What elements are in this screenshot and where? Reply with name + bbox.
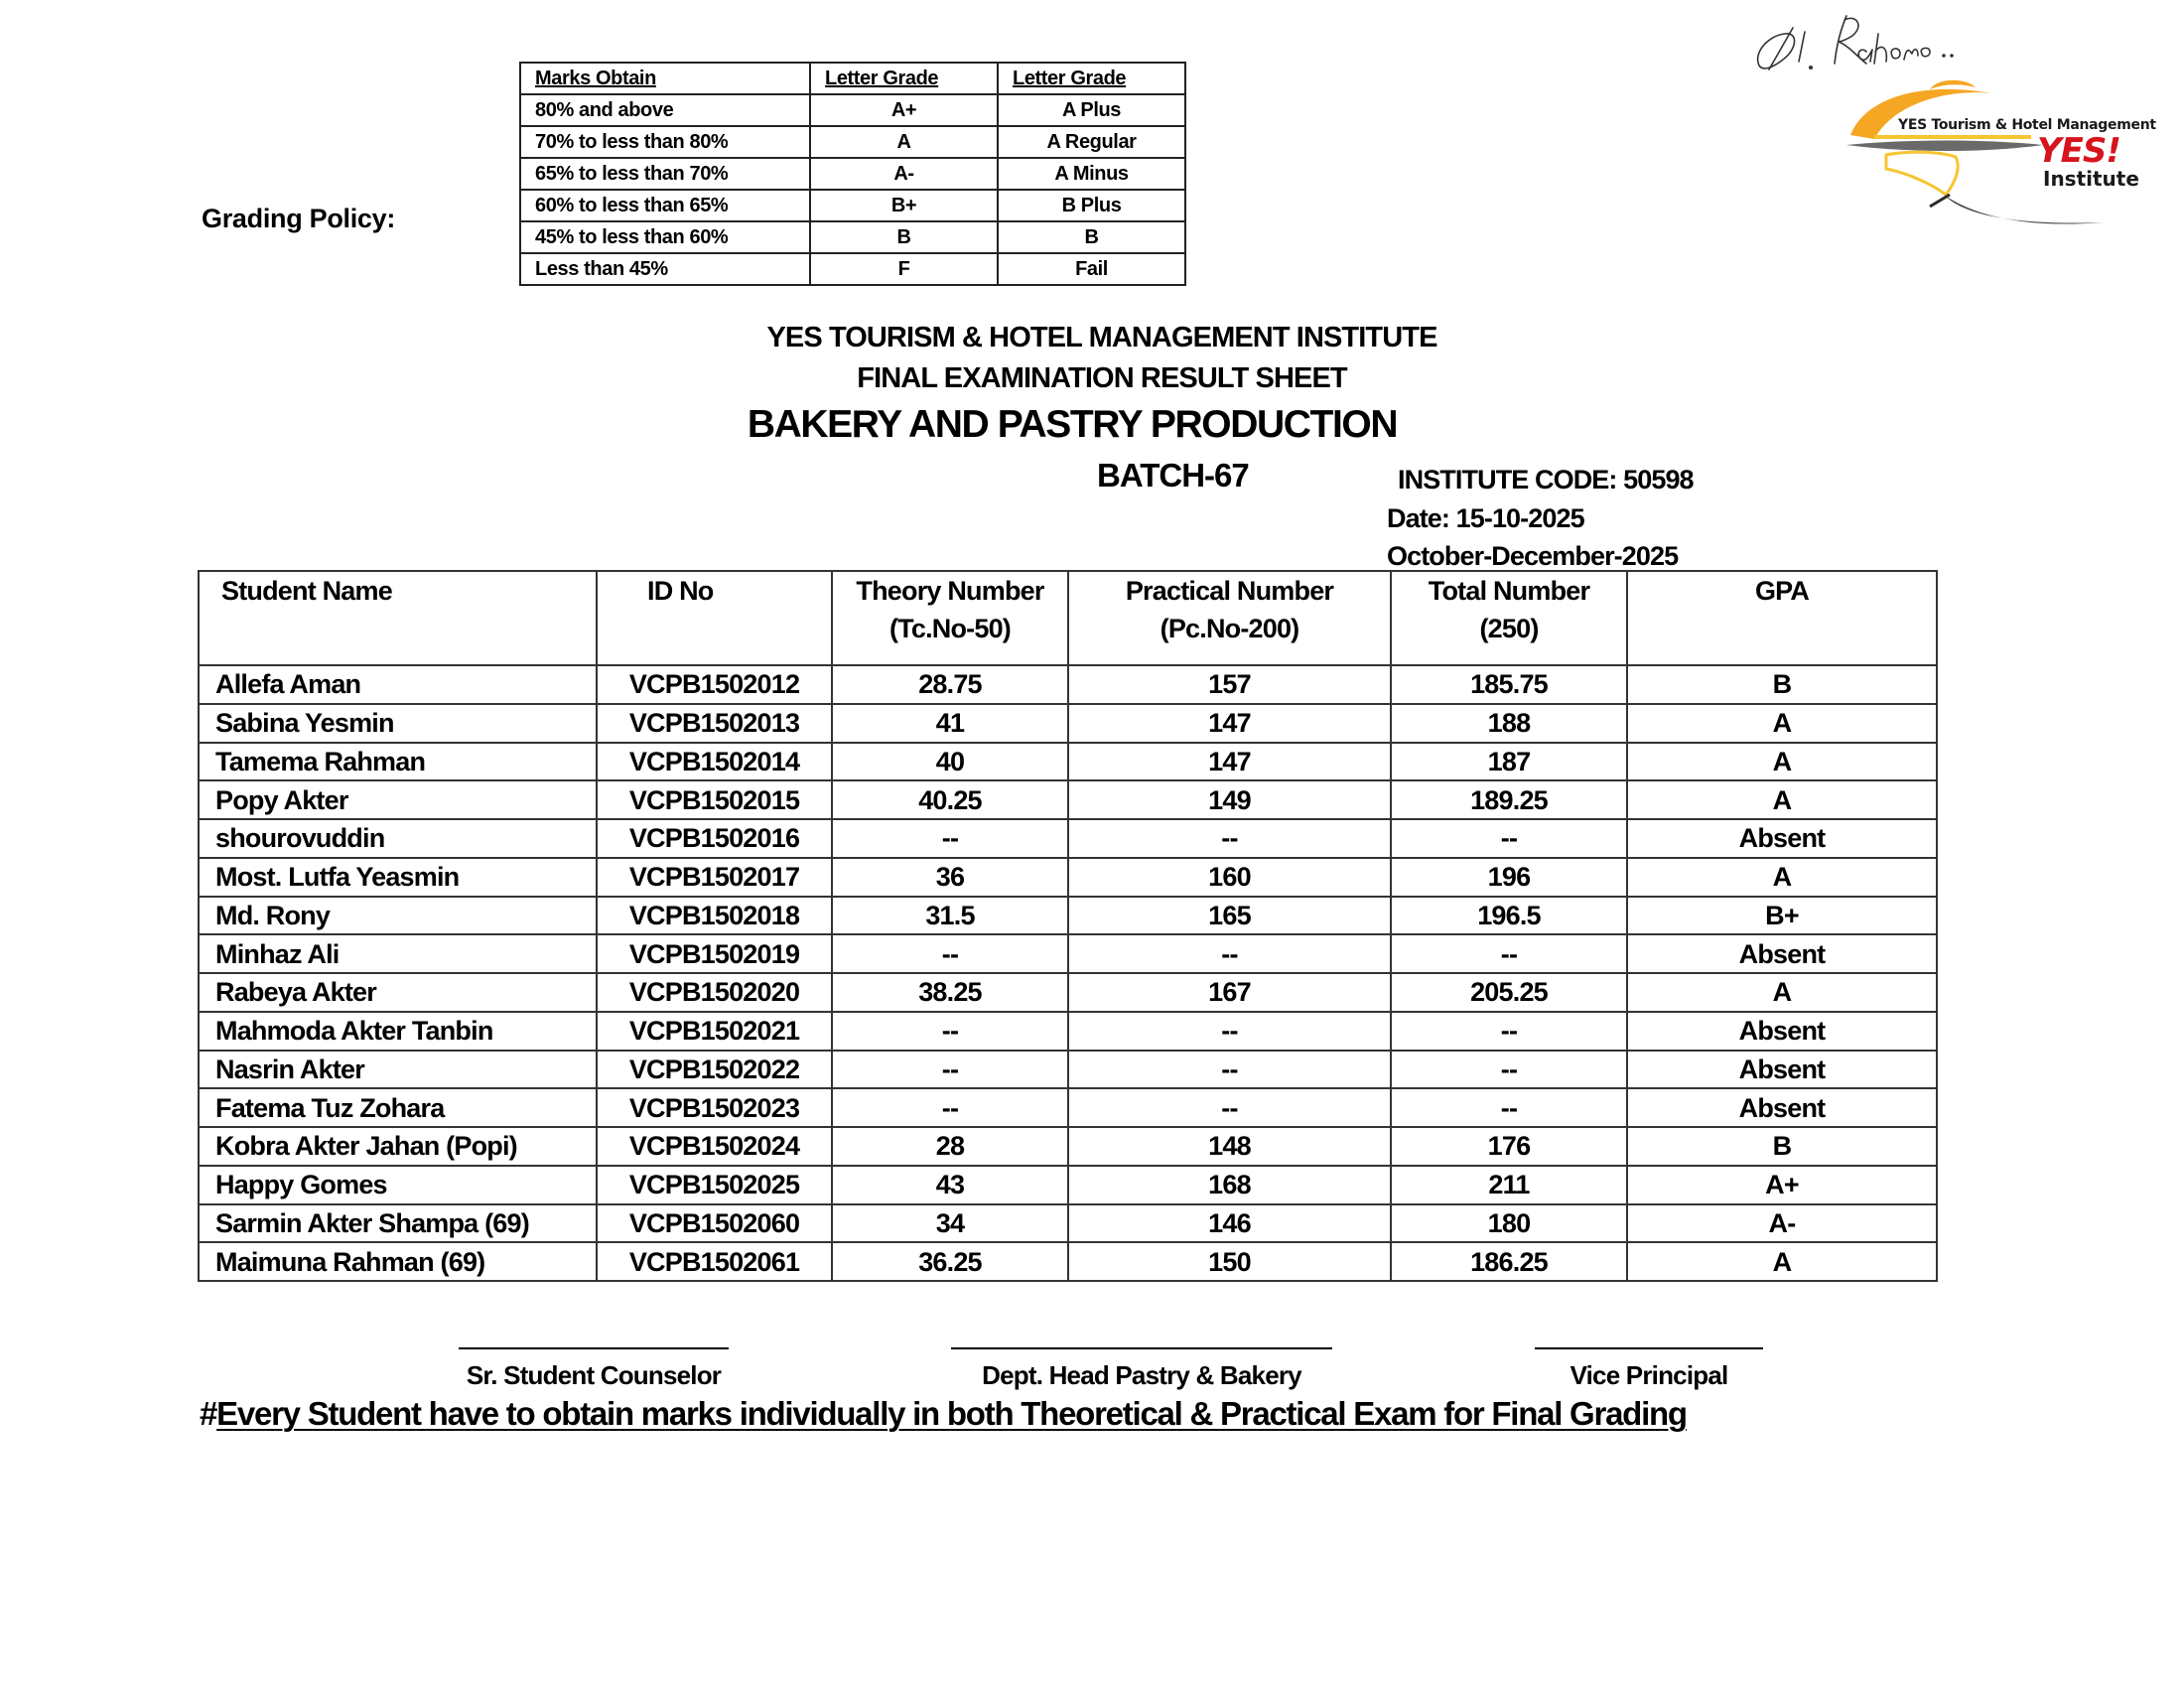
grading-marks: Less than 45%	[520, 253, 810, 285]
cell-theory-number: 36.25	[832, 1242, 1068, 1281]
column-header-label: GPA	[1754, 576, 1810, 606]
signature-label-counselor: Sr. Student Counselor	[466, 1360, 722, 1390]
cell-gpa: A	[1627, 704, 1937, 743]
cell-gpa: Absent	[1627, 934, 1937, 973]
cell-student-name: Nasrin Akter	[199, 1051, 597, 1089]
signature-line-dept-head	[951, 1347, 1332, 1349]
institute-logo	[1846, 77, 2156, 236]
cell-total-number: 180	[1391, 1204, 1627, 1243]
cell-student-id: VCPB1502017	[597, 858, 832, 897]
column-header-label: ID No	[647, 576, 714, 606]
grading-marks: 80% and above	[520, 94, 810, 126]
cell-theory-number: --	[832, 934, 1068, 973]
grading-letter-name: A Plus	[998, 94, 1185, 126]
cell-total-number: 176	[1391, 1127, 1627, 1166]
grading-policy-table	[519, 62, 1186, 286]
cell-practical-number: 160	[1068, 858, 1391, 897]
cell-gpa: B	[1627, 1127, 1937, 1166]
column-header-sublabel: (Tc.No-50)	[888, 614, 1011, 643]
cell-practical-number: 165	[1068, 897, 1391, 935]
cell-total-number: 196	[1391, 858, 1627, 897]
table-row	[199, 704, 1937, 743]
column-header-label: Practical Number	[1125, 576, 1334, 606]
table-row	[199, 858, 1937, 897]
institute-title: YES TOURISM & HOTEL MANAGEMENT INSTITUTE	[766, 322, 1437, 353]
table-row	[199, 819, 1937, 858]
cell-student-id: VCPB1502012	[597, 665, 832, 704]
signature-line-vice-principal	[1535, 1347, 1763, 1349]
cell-theory-number: 40.25	[832, 780, 1068, 819]
cell-total-number: 205.25	[1391, 973, 1627, 1012]
column-header-practical	[1068, 571, 1391, 665]
cell-practical-number: 146	[1068, 1204, 1391, 1243]
cell-total-number: --	[1391, 934, 1627, 973]
cell-practical-number: --	[1068, 1051, 1391, 1089]
cell-student-name: Fatema Tuz Zohara	[199, 1088, 597, 1127]
grading-letter: A-	[810, 158, 998, 190]
result-header-row	[199, 571, 1937, 665]
cell-total-number: 185.75	[1391, 665, 1627, 704]
logo-brand: YES!	[2037, 131, 2120, 171]
grading-row	[520, 190, 1185, 221]
cell-student-name: shourovuddin	[199, 819, 597, 858]
batch-label: BATCH-67	[1097, 457, 1249, 493]
grading-header-row	[520, 63, 1185, 94]
cell-student-name: Sarmin Akter Shampa (69)	[199, 1204, 597, 1243]
table-row	[199, 934, 1937, 973]
column-header-gpa	[1627, 571, 1937, 665]
table-row	[199, 780, 1937, 819]
column-header-id	[597, 571, 832, 665]
cell-total-number: 186.25	[1391, 1242, 1627, 1281]
cell-total-number: --	[1391, 1088, 1627, 1127]
table-row	[199, 1204, 1937, 1243]
grading-letter-name: B	[998, 221, 1185, 253]
cell-total-number: --	[1391, 1012, 1627, 1051]
logo-tagline: YES Tourism & Hotel Management	[1898, 117, 2156, 133]
grading-letter: F	[810, 253, 998, 285]
cell-gpa: A	[1627, 858, 1937, 897]
result-date: Date: 15-10-2025	[1387, 503, 1584, 533]
cell-total-number: 187	[1391, 743, 1627, 781]
table-row	[199, 743, 1937, 781]
table-row	[199, 1127, 1937, 1166]
cell-student-id: VCPB1502061	[597, 1242, 832, 1281]
grading-row	[520, 126, 1185, 158]
table-row	[199, 665, 1937, 704]
grading-marks: 45% to less than 60%	[520, 221, 810, 253]
cell-student-name: Rabeya Akter	[199, 973, 597, 1012]
signature-label-dept-head: Dept. Head Pastry & Bakery	[982, 1360, 1301, 1390]
cell-theory-number: --	[832, 1012, 1068, 1051]
grading-letter-name: B Plus	[998, 190, 1185, 221]
cell-gpa: A+	[1627, 1166, 1937, 1204]
cell-student-id: VCPB1502020	[597, 973, 832, 1012]
cell-total-number: --	[1391, 819, 1627, 858]
cell-gpa: Absent	[1627, 1012, 1937, 1051]
cell-theory-number: 34	[832, 1204, 1068, 1243]
cell-gpa: B+	[1627, 897, 1937, 935]
cell-student-name: Allefa Aman	[199, 665, 597, 704]
footer-note-prefix: #	[200, 1395, 217, 1432]
cell-practical-number: 167	[1068, 973, 1391, 1012]
cell-student-id: VCPB1502018	[597, 897, 832, 935]
cell-practical-number: --	[1068, 819, 1391, 858]
table-row	[199, 1051, 1937, 1089]
cell-student-id: VCPB1502013	[597, 704, 832, 743]
cell-total-number: --	[1391, 1051, 1627, 1089]
logo-subtitle: Institute	[2043, 167, 2139, 191]
cell-gpa: A	[1627, 743, 1937, 781]
cell-theory-number: --	[832, 1088, 1068, 1127]
grading-letter-name: A Minus	[998, 158, 1185, 190]
grading-header-letter-name: Letter Grade	[998, 63, 1185, 94]
cell-total-number: 189.25	[1391, 780, 1627, 819]
signature-line-counselor	[459, 1347, 729, 1349]
grading-letter-name: A Regular	[998, 126, 1185, 158]
cell-student-name: Happy Gomes	[199, 1166, 597, 1204]
cell-total-number: 188	[1391, 704, 1627, 743]
grading-marks: 60% to less than 65%	[520, 190, 810, 221]
cell-practical-number: 150	[1068, 1242, 1391, 1281]
cell-gpa: A	[1627, 973, 1937, 1012]
cell-gpa: Absent	[1627, 819, 1937, 858]
table-row	[199, 1088, 1937, 1127]
cell-theory-number: 38.25	[832, 973, 1068, 1012]
signature-label-vice-principal: Vice Principal	[1570, 1360, 1728, 1390]
cell-theory-number: 36	[832, 858, 1068, 897]
cell-theory-number: --	[832, 1051, 1068, 1089]
cell-theory-number: 41	[832, 704, 1068, 743]
exam-period: October-December-2025	[1387, 541, 1679, 571]
grading-letter: A	[810, 126, 998, 158]
cell-gpa: Absent	[1627, 1051, 1937, 1089]
cell-student-id: VCPB1502024	[597, 1127, 832, 1166]
grading-row	[520, 253, 1185, 285]
result-table	[198, 570, 1938, 1282]
cell-student-id: VCPB1502060	[597, 1204, 832, 1243]
cell-student-name: Most. Lutfa Yeasmin	[199, 858, 597, 897]
grading-letter: B+	[810, 190, 998, 221]
cell-student-id: VCPB1502016	[597, 819, 832, 858]
cell-practical-number: 147	[1068, 743, 1391, 781]
cell-practical-number: --	[1068, 1088, 1391, 1127]
course-title: BAKERY AND PASTRY PRODUCTION	[747, 403, 1398, 446]
cell-practical-number: 168	[1068, 1166, 1391, 1204]
grading-row	[520, 94, 1185, 126]
result-sheet-title: FINAL EXAMINATION RESULT SHEET	[857, 362, 1347, 394]
cell-theory-number: 43	[832, 1166, 1068, 1204]
grading-letter-name: Fail	[998, 253, 1185, 285]
cell-total-number: 211	[1391, 1166, 1627, 1204]
cell-student-name: Popy Akter	[199, 780, 597, 819]
grading-letter: A+	[810, 94, 998, 126]
column-header-sublabel: (250)	[1479, 614, 1539, 643]
cell-practical-number: --	[1068, 1012, 1391, 1051]
table-row	[199, 1012, 1937, 1051]
cell-gpa: Absent	[1627, 1088, 1937, 1127]
cell-student-id: VCPB1502021	[597, 1012, 832, 1051]
cell-theory-number: --	[832, 819, 1068, 858]
cell-student-id: VCPB1502022	[597, 1051, 832, 1089]
column-header-label: Student Name	[221, 576, 392, 606]
cell-student-id: VCPB1502014	[597, 743, 832, 781]
cell-gpa: A	[1627, 780, 1937, 819]
cell-gpa: B	[1627, 665, 1937, 704]
grading-header-letter: Letter Grade	[810, 63, 998, 94]
column-header-label: Theory Number	[856, 576, 1044, 606]
column-header-theory	[832, 571, 1068, 665]
cell-theory-number: 28.75	[832, 665, 1068, 704]
footer-note-text: Every Student have to obtain marks individually in both Theoretical & Practical Exam for Final Grading	[216, 1395, 1687, 1432]
cell-gpa: A	[1627, 1242, 1937, 1281]
cell-practical-number: 157	[1068, 665, 1391, 704]
grading-marks: 65% to less than 70%	[520, 158, 810, 190]
footer-note	[200, 1395, 1687, 1433]
column-header-total	[1391, 571, 1627, 665]
cell-student-name: Sabina Yesmin	[199, 704, 597, 743]
cell-student-name: Mahmoda Akter Tanbin	[199, 1012, 597, 1051]
cell-total-number: 196.5	[1391, 897, 1627, 935]
cell-theory-number: 28	[832, 1127, 1068, 1166]
column-header-label: Total Number	[1428, 576, 1590, 606]
table-row	[199, 1166, 1937, 1204]
column-header-student-name	[199, 571, 597, 665]
cell-theory-number: 40	[832, 743, 1068, 781]
column-header-sublabel: (Pc.No-200)	[1160, 614, 1299, 643]
cell-practical-number: --	[1068, 934, 1391, 973]
grading-marks: 70% to less than 80%	[520, 126, 810, 158]
handwritten-signature	[1749, 6, 1978, 81]
grading-letter: B	[810, 221, 998, 253]
institute-code: INSTITUTE CODE: 50598	[1398, 465, 1694, 494]
cell-student-name: Tamema Rahman	[199, 743, 597, 781]
cell-student-id: VCPB1502025	[597, 1166, 832, 1204]
cell-student-name: Maimuna Rahman (69)	[199, 1242, 597, 1281]
cell-theory-number: 31.5	[832, 897, 1068, 935]
cell-student-id: VCPB1502019	[597, 934, 832, 973]
cell-gpa: A-	[1627, 1204, 1937, 1243]
grading-policy-label: Grading Policy:	[202, 204, 396, 233]
table-row	[199, 897, 1937, 935]
cell-student-id: VCPB1502015	[597, 780, 832, 819]
grading-row	[520, 221, 1185, 253]
cell-student-name: Kobra Akter Jahan (Popi)	[199, 1127, 597, 1166]
cell-practical-number: 147	[1068, 704, 1391, 743]
grading-header-marks: Marks Obtain	[520, 63, 810, 94]
table-row	[199, 1242, 1937, 1281]
cell-student-id: VCPB1502023	[597, 1088, 832, 1127]
table-row	[199, 973, 1937, 1012]
grading-row	[520, 158, 1185, 190]
cell-student-name: Minhaz Ali	[199, 934, 597, 973]
cell-practical-number: 149	[1068, 780, 1391, 819]
cell-practical-number: 148	[1068, 1127, 1391, 1166]
cell-student-name: Md. Rony	[199, 897, 597, 935]
